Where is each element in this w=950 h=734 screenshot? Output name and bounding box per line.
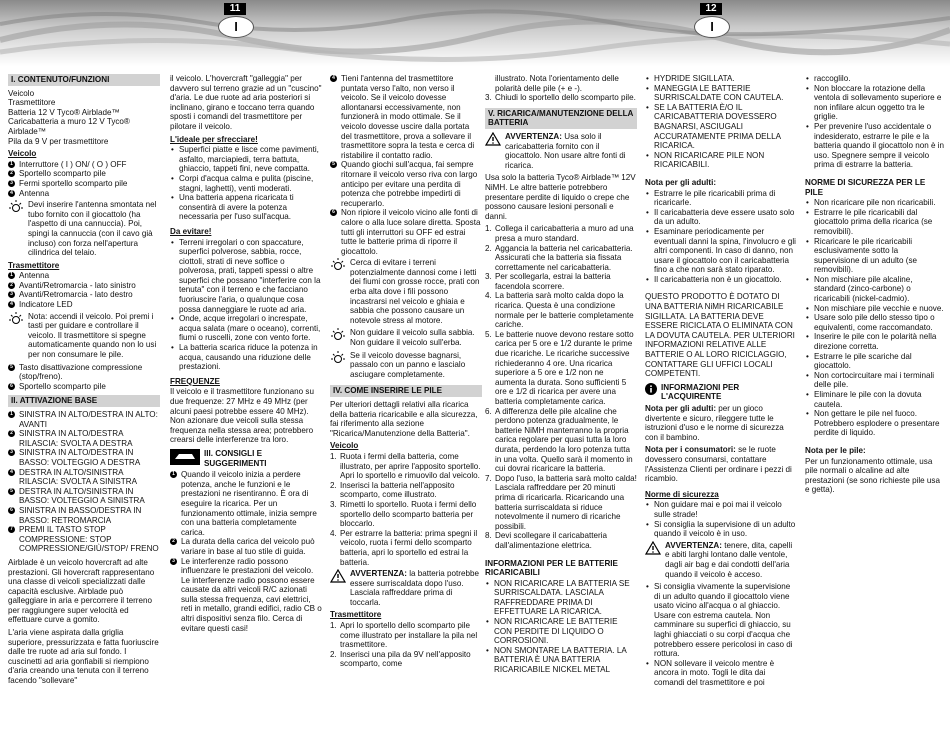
- antenna-note: Devi inserire l'antenna smontata nel tubo fornito con il giocattolo (ha l'aspetto di una cannuccia). Poi, spingi la cannuccia (con il cavo già incluso) con forza nell'apertura cilindrica del telaio.: [8, 200, 160, 258]
- list-item: • Il caricabatteria deve essere usato solo da un adulto.: [645, 208, 797, 227]
- vehicle-heading: Veicolo: [8, 149, 37, 159]
- step-item: 1. Apri lo sportello dello scomparto pile come illustrato per installare la pila nel trasmettitore.: [330, 621, 478, 650]
- step-item: 4. La batteria sarà molto calda dopo la ricarica. Questa è una condizione normale per le batterie completamente cariche.: [485, 291, 634, 330]
- number-icon: 6: [8, 507, 15, 514]
- transmitter-part: 1 Antenna: [8, 271, 160, 281]
- tips-heading: III. CONSIGLI E SUGGERIMENTI: [170, 449, 322, 468]
- hover-paragraph: il veicolo. L'hovercraft "galleggia" per davvero sul terreno grazie ad un "cuscino" d'aria. Le due ruote ad aria posteriori si inclinano, girano e toccano terra quando sposti i comandi del trasmettitore per pilotare il veicolo.: [170, 74, 322, 131]
- column-1: [8, 74, 160, 689]
- contents-item: Caricabatteria a muro 12 V Tyco® Airblade™: [8, 117, 130, 136]
- section-contents-title: I. CONTENUTO/FUNZIONI: [8, 74, 160, 86]
- list-item: • La batteria scarica riduce la potenza in acqua, causando una riduzione delle prestazioni.: [170, 343, 322, 372]
- column-5: [645, 74, 797, 688]
- number-icon: 3: [170, 558, 177, 565]
- number-icon: 4: [8, 301, 15, 308]
- consumer-info-paragraph: Nota per i consumatori: se le ruote dovessero consumarsi, contattare l'Assistenza Clienti per ordinare i pezzi di ricambio.: [645, 445, 792, 484]
- list-item: • Non ricaricare pile non ricaricabili.: [805, 198, 945, 208]
- header-banner: [0, 0, 950, 66]
- list-item: • Non mischiare pile vecchie e nuove.: [805, 304, 945, 314]
- intro-paragraph: Airblade è un veicolo hovercraft ad alte prestazioni. Gli hovercraft rappresentano una classe di veicoli specializzati dalle capacità esclusive. Airblade può galleggiare in aria e percorrere il terreno per raggiungere super velocità ed effettuare curve a gomito.: [8, 557, 155, 625]
- step-item: 3. Rimetti lo sportello. Ruota i fermi dello sportello dello scomparto batteria per bloccarlo.: [330, 499, 477, 529]
- column-4: [485, 74, 637, 675]
- number-icon: 5: [8, 364, 15, 371]
- lightbulb-icon: [330, 328, 346, 342]
- contents-item: Trasmettitore: [8, 98, 56, 108]
- tip-item: 2 La durata della carica del veicolo può variare in base al tuo stile di guida.: [170, 537, 322, 556]
- transmitter-part: 2 Avanti/Retromarcia - lato sinistro: [8, 281, 160, 291]
- number-icon: 2: [8, 282, 15, 289]
- number-icon: 3: [8, 180, 15, 187]
- list-item: • Non gettare le pile nel fuoco. Potrebbero esplodere o presentare perdite di liquido.: [805, 409, 945, 438]
- warning-icon: [330, 569, 346, 583]
- wet-note: Se il veicolo dovesse bagnarsi, passalo con un panno e lascialo asciugare completamente.: [330, 351, 482, 380]
- list-item: • Estrarre le pile scariche dal giocattolo.: [805, 352, 945, 371]
- contents-list: [8, 89, 160, 147]
- number-icon: 2: [8, 170, 15, 177]
- list-item: • Ricaricare le pile ricaricabili esclusivamente sotto la supervisione di un adulto (se removibili).: [805, 237, 945, 275]
- number-icon: 5: [330, 161, 337, 168]
- battery-type-paragraph: Usa solo la batteria Tyco® Airblade™ 12V NiMH. Le altre batterie potrebbero presentare perdite di liquido o crepe che possono causare lesioni personali e danni.: [485, 173, 636, 221]
- info-icon: [645, 383, 657, 395]
- step-item: 2. Inserisci la batteria nell'apposito scomparto, come illustrato.: [330, 480, 455, 500]
- vehicle-part: 3 Fermi sportello scomparto pile: [8, 179, 160, 189]
- contents-item: Veicolo: [8, 88, 35, 98]
- number-icon: 2: [8, 430, 15, 437]
- list-item: • Esaminare periodicamente per eventuali danni la spina, l'involucro e gli altri componenti. In caso di danno, non usare il giocattolo con il caricabatteria fino a che non sarà stato riparato.: [645, 227, 797, 275]
- sand-note: Non guidare il veicolo sulla sabbia. Non guidare il veicolo sull'erba.: [330, 328, 482, 347]
- safety-heading: Norme di sicurezza: [645, 489, 719, 499]
- number-icon: 6: [330, 209, 337, 216]
- list-item: • Eliminare le pile con la dovuta cautela.: [805, 390, 945, 409]
- lightbulb-icon: [8, 200, 24, 214]
- vehicle-heading: Veicolo: [330, 441, 359, 451]
- list-item: • SE LA BATTERIA È/O IL CARICABATTERIA DOVESSERO BAGNARSI, ASCIUGALI ACCURATAMENTE PRIMA DELLA RICARICA.: [645, 103, 797, 151]
- transmitter-part: 5 Tasto disattivazione compressione (stop/freno).: [8, 363, 160, 382]
- list-item: • Per prevenire l'uso accidentale o indesiderato, estrarre le pile e la batteria quando il giocattolo non è in uso. Spegnere sempre il veicolo prima di estrarre la batteria.: [805, 122, 945, 170]
- recycling-paragraph: QUESTO PRODOTTO È DOTATO DI UNA BATTERIA NiMH RICARICABILE SIGILLATA. LA BATTERIA DEVE ESSERE RICICLATA O ELIMINATA CON LA DOVUTA CAUTELA. PER ULTERIORI INFORMAZIONI RELATIVE ALLE BATTERIE O AL LORO RICICLAGGIO, CONTATTARE GLI UFFICI LOCALI COMPETENTI.: [645, 292, 795, 379]
- list-item: • Inserire le pile con le polarità nella direzione corretta.: [805, 332, 945, 351]
- list-item: • NON RICARICARE LE BATTERIE CON PERDITE DI LIQUIDO O CORROSIONI.: [485, 617, 637, 646]
- tip-item: 1 Quando il veicolo inizia a perdere potenza, anche le funzioni e le prestazioni ne risentiranno. È ora di eseguire la ricarica. Per un funzionamento ottimale, inizia sempre con una batteria completamente carica.: [170, 470, 322, 537]
- control-step: 7 PREMI IL TASTO STOP COMPRESSIONE: STOP COMPRESSIONE/GIÙ/STOP/ FRENO: [8, 525, 160, 554]
- section-batteries-title: IV. COME INSERIRE LE PILE: [330, 385, 482, 397]
- tip-item: 4 Tieni l'antenna del trasmettitore puntata verso l'alto, non verso il veicolo. Se il veicolo dovesse allontanarsi eccessivamente, non funzionerà in modo ottimale. Se il veicolo dovesse uscire dalla portata del trasmettitore, prova a sollevare il trasmettitore sopra la testa e cerca di ristabilire il contatto radio.: [330, 74, 482, 160]
- battery-warning: AVVERTENZA: la batteria potrebbe essere surriscaldata dopo l'uso. Lasciala raffreddare prima di toccarla.: [330, 569, 482, 607]
- list-item: • Non cortocircuitare mai i terminali delle pile.: [805, 371, 945, 390]
- number-icon: 3: [8, 449, 15, 456]
- step-item: 3. Per scollegarla, estrai la batteria facendola scorrere.: [485, 272, 611, 291]
- list-item: • Si consiglia la supervisione di un adulto quando il veicolo è in uso.: [645, 520, 797, 539]
- vehicle-part: 1 Interruttore ( I ) ON/ ( O ) OFF: [8, 160, 160, 170]
- number-icon: 1: [8, 272, 15, 279]
- lightbulb-icon: [330, 351, 346, 365]
- control-step: 2 SINISTRA IN ALTO/DESTRA RILASCIA: SVOLTA A DESTRA: [8, 429, 160, 448]
- fan-warning: AVVERTENZA: tenere, dita, capelli e abiti larghi lontano dalle ventole, dagli air bag e dai condotti dell'aria quando il veicolo è acceso.: [645, 541, 797, 579]
- language-badge-left: I: [218, 16, 254, 38]
- hovercraft-icon: [170, 449, 200, 465]
- transmitter-part: 3 Avanti/Retromarcia - lato destro: [8, 290, 160, 300]
- control-step: 1 SINISTRA IN ALTO/DESTRA IN ALTO: AVANTI: [8, 410, 160, 429]
- rechargeable-heading: INFORMAZIONI PER LE BATTERIE RICARICABILI: [485, 558, 618, 578]
- column-2: [170, 74, 322, 633]
- lightbulb-icon: [330, 258, 346, 272]
- list-item: • Superfici piatte e lisce come pavimenti, asfalto, marciapiedi, terra battuta, ghiaccio, tappeti fini, neve compatta.: [170, 145, 322, 174]
- list-continued: • raccoglilo.: [805, 74, 945, 84]
- step-item: 7. Dopo l'uso, la batteria sarà molto calda! Lasciala raffreddare per 20 minuti prima di ricaricarla. Ricaricando una batteria surriscaldata si riduce notevolmente il numero di ricariche possibili.: [485, 473, 637, 531]
- list-item: • Corpi d'acqua calma e pulita (piscine, stagni, laghetti), venti moderati.: [170, 174, 322, 193]
- list-item: • Onde, acque irregolari o increspate, acqua salata (mare o oceano), correnti, fiumi o ruscelli, zone con vento forte.: [170, 314, 322, 343]
- transmitter-heading: Trasmettitore: [330, 610, 382, 620]
- frequency-paragraph: Il veicolo e il trasmettitore funzionano su due frequenze: 27 MHz e 49 MHz (per alcuni paesi potrebbe essere 40 MHz). Non azionare due veicoli sulla stessa frequenza nella stessa area; potrebbero crearsi delle interferenze tra loro.: [170, 387, 314, 445]
- list-item: • Il caricabatteria non è un giocattolo.: [645, 275, 797, 285]
- transmitter-heading: Trasmettitore: [8, 260, 60, 270]
- section-charging-title: V. RICARICA/MANUTENZIONE DELLA BATTERIA: [485, 108, 637, 129]
- step-item: 4. Per estrarre la batteria: prima spegni il veicolo, ruota i fermi dello scomparto batteria, apri lo sportello ed estrai la batteria.: [330, 528, 478, 567]
- step-item: 2. Aggancia la batteria nel caricabatteria. Assicurati che la batteria sia fissata correttamente nel caricabatteria.: [485, 243, 633, 272]
- contents-item: Pila da 9 V per trasmettitore: [8, 136, 109, 146]
- consumer-info-heading: INFORMAZIONI PER L'ACQUIRENTE: [645, 383, 797, 402]
- control-step: 6 SINISTRA IN BASSO/DESTRA IN BASSO: RETROMARCIA: [8, 506, 160, 525]
- battery-safety-heading: NORME DI SICUREZZA PER LE PILE: [805, 177, 926, 197]
- column-6: [805, 74, 945, 498]
- number-icon: 2: [170, 538, 177, 545]
- step-item: 1. Collega il caricabatteria a muro ad una presa a muro standard.: [485, 224, 634, 243]
- number-icon: 3: [8, 291, 15, 298]
- list-item: • NON RICARICARE LA BATTERIA SE SURRISCALDATA. LASCIALA RAFFREDDARE PRIMA DI EFFETTUARE LA RICARICA.: [485, 579, 637, 617]
- vehicle-part: 2 Sportello scomparto pile: [8, 169, 160, 179]
- warning-icon: [645, 541, 661, 555]
- transmitter-part: 6 Sportello scomparto pile: [8, 382, 160, 392]
- list-item: • Non bloccare la rotazione della ventola di sollevamento superiore e non infilare alcun oggetto tra le griglie.: [805, 84, 945, 122]
- step-continued: illustrato. Nota l'orientamento delle polarità delle pile (+ e -).: [495, 74, 619, 93]
- transmitter-note: Nota: accendi il veicolo. Poi premi i tasti per guidare e controllare il veicolo. Il trasmettitore si spegne automaticamente quando non lo usi per non consumare le pile.: [8, 312, 160, 360]
- tip-item: 6 Non ripiore il veicolo vicino alle fonti di calore o alla luce solare diretta. Sposta tutti gli interruttori su OFF ed estrai tutte le batterie prima di riporre il giocattolo.: [330, 208, 482, 256]
- step-item: 6. A differenza delle pile alcaline che perdono potenza gradualmente, le batterie NiMH manterranno la propria carica regolare per quasi tutta la loro durata, perdendo la loro potenza tutta in una volta. Quello sarà il momento in cui dovrai ricaricare la batteria.: [485, 406, 633, 474]
- control-step: 5 DESTRA IN ALTO/SINISTRA IN BASSO: VOLTEGGIO A SINISTRA: [8, 487, 160, 506]
- number-icon: 1: [8, 411, 15, 418]
- control-step: 4 DESTRA IN ALTO/SINISTRA RILASCIA: SVOLTA A SINISTRA: [8, 468, 160, 487]
- step-item: 3. Chiudi lo sportello dello scomparto pile.: [485, 93, 636, 103]
- battery-note-paragraph: Per un funzionamento ottimale, usa pile normali o alcaline ad alte prestazioni (se sono richieste pile usa e getta).: [805, 456, 940, 495]
- page-number-right: 12: [700, 3, 722, 15]
- tip-item: 5 Quando giochi sull'acqua, fai sempre ritornare il veicolo verso riva con largo anticipo per evitare una perdita di potenza che potrebbe impedirti di recuperarlo.: [330, 160, 482, 208]
- vehicle-part: 4 Antenna: [8, 189, 160, 199]
- list-item: • Terreni irregolari o con spaccature, superfici polverose, sabbia, rocce, ciottoli, strati di neve soffice o polverosa, prati, tappeti spessi o altre superfici che possano "interferire con la tenuta" con il terreno e che facciano fuoriuscire l'aria, o qualunque cosa possa danneggiare le ruote ad aria.: [170, 238, 322, 315]
- number-icon: 4: [330, 75, 337, 82]
- charger-warning: AVVERTENZA: Usa solo il caricabatteria fornito con il giocattolo. Non usare altre fonti di ricarica.: [485, 132, 637, 170]
- list-item: • Estrarre le pile ricaricabili prima di ricaricarle.: [645, 189, 797, 208]
- list-continued: • HYDRIDE SIGILLATA.: [645, 74, 797, 84]
- frequency-heading: FREQUENZE: [170, 376, 220, 386]
- step-item: 5. Le batterie nuove devono restare sotto carica per 5 ore e 1/2 durante le prime due ricariche. Le ricariche successive richiederanno 4 ore. Una ricarica superiore a 5 ore e 1/2 non ne aumenta la durata. Sono sufficienti 5 ore e 1/2 di ricarica per avere una batteria completamente carica.: [485, 329, 634, 406]
- list-item: • Si consiglia vivamente la supervisione di un adulto quando il giocattolo viene usato vicino all'acqua o al ghiaccio. Usare con estrema cautela. Non camminare su superfici di ghiaccio, su laghi ghiacciati o su corpi d'acqua che potrebbero essere pericolosi in caso di rottura.: [645, 582, 797, 659]
- number-icon: 4: [8, 190, 15, 197]
- adult-info-paragraph: Nota per gli adulti: per un gioco divertente e sicuro, rileggere tutte le istruzioni d'uso e le norme di sicurezza con il bambino.: [645, 404, 784, 442]
- number-icon: 5: [8, 488, 15, 495]
- number-icon: 1: [170, 471, 177, 478]
- number-icon: 7: [8, 526, 15, 533]
- batteries-paragraph: Per ulteriori dettagli relativi alla ricarica della batteria ricaricabile e alla sicurezza, fai riferimento alla sezione "Ricarica/Manutenzione della Batteria".: [330, 400, 478, 438]
- list-item: • Usare solo pile dello stesso tipo o equivalenti, come raccomandato.: [805, 313, 945, 332]
- lightbulb-icon: [8, 312, 24, 326]
- transmitter-part: 4 Indicatore LED: [8, 300, 160, 310]
- step-item: 1. Ruota i fermi della batteria, come illustrato, per aprire l'apposito sportello. Apri lo sportello e rimuovilo dal veicolo.: [330, 451, 481, 481]
- list-item: • Non mischiare pile alcaline, standard (zinco-carbone) o ricaricabili (nickel-cadmio).: [805, 275, 945, 304]
- banner-texture: [0, 0, 950, 66]
- list-item: • NON sollevare il veicolo mentre è ancora in moto. Togli le dita dai comandi del trasmettitore e poi: [645, 659, 797, 688]
- ideal-heading: L'ideale per sfrecciare!: [170, 134, 258, 144]
- number-icon: 4: [8, 469, 15, 476]
- list-item: • NON RICARICARE PILE NON RICARICABILI.: [645, 151, 797, 170]
- section-base-title: II. ATTIVAZIONE BASE: [8, 395, 160, 407]
- avoid-heading: Da evitare!: [170, 226, 212, 236]
- contents-item: Batteria 12 V Tyco® Airblade™: [8, 107, 120, 117]
- list-item: • NON SMONTARE LA BATTERIA. LA BATTERIA È UNA BATTERIA RICARICABILE NICKEL METAL: [485, 646, 637, 675]
- language-badge-right: I: [694, 16, 730, 38]
- column-3: [330, 74, 482, 669]
- step-item: 8. Devi scollegare il caricabatteria dall'alimentazione elettrica.: [485, 531, 608, 550]
- tip-item: 3 Le interferenze radio possono influenzare le prestazioni del veicolo. Le interferenze radio possono essere causate da altri veicoli R/C azionati sulla stessa frequenza, cavi elettrici, reti in metallo, grandi edifici, radio CB o altri dispositivi senza filo. Cerca di evitare questi casi!: [170, 557, 322, 634]
- list-item: • MANEGGIA LE BATTERIE SURRISCALDATE CON CAUTELA.: [645, 84, 797, 103]
- number-icon: 1: [8, 161, 15, 168]
- warning-icon: [485, 132, 501, 146]
- list-item: • Estrarre le pile ricaricabili dal giocattolo prima della ricarica (se removibili).: [805, 208, 945, 237]
- air-paragraph: L'aria viene aspirata dalla griglia superiore, pressurizzata e fatta fuoriuscire dalle tre ruote ad aria sul fondo. I cuscinetti ad aria gonfiabili si riempiono d'aria creando una tenuta con il terreno facendo "sollevare": [8, 628, 159, 686]
- list-item: • Una batteria appena ricaricata ti consentirà di avere la potenza necessaria per l'uso sull'acqua.: [170, 193, 322, 222]
- list-item: • Non guidare mai e poi mai il veicolo sulle strade!: [645, 500, 797, 519]
- step-item: 2. Inserisci una pila da 9V nell'apposito scomparto, come: [330, 649, 471, 669]
- battery-note-heading: Nota per le pile:: [805, 445, 866, 455]
- page-number-left: 11: [224, 3, 246, 15]
- number-icon: 6: [8, 383, 15, 390]
- adult-note-heading: Nota per gli adulti:: [645, 177, 717, 187]
- control-step: 3 SINISTRA IN ALTO/DESTRA IN BASSO: VOLTEGGIO A DESTRA: [8, 448, 160, 467]
- terrain-note: Cerca di evitare i terreni potenzialmente dannosi come i letti dei fiumi con grosse rocce, prati con erba alta dove i fili possono incastrarsi nel veicolo e ghiaia e sabbia che possono causare un notevole stress al motore.: [330, 258, 482, 325]
